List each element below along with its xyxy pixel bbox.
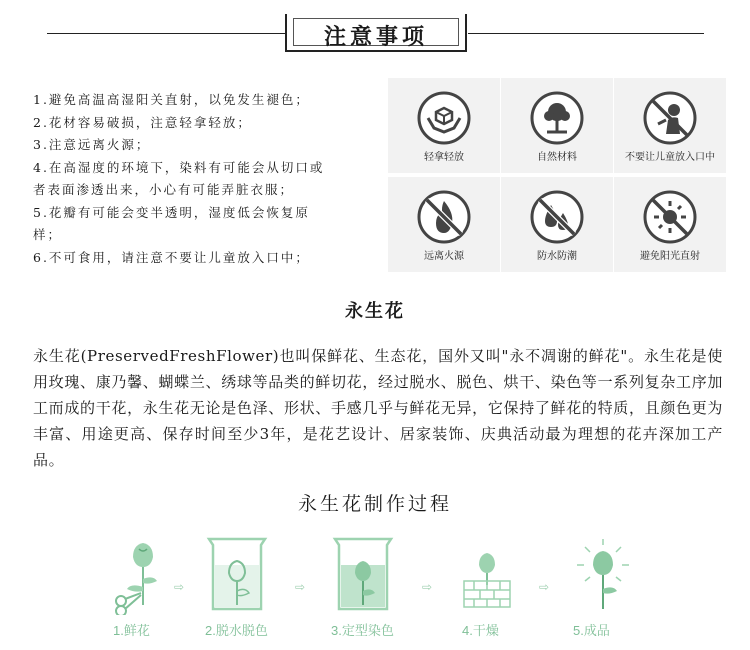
no-water-icon [529, 189, 585, 245]
icon-card-children [614, 78, 726, 173]
note-line: 者表面渗透出来，小心有可能弄脏衣服； [33, 182, 295, 197]
icon-label: 避免阳光直射 [640, 251, 700, 262]
note-line: 样； [33, 227, 63, 242]
icon-label: 不要让儿童放入口中 [625, 152, 715, 163]
step-label: 2.脱水脱色 [205, 623, 268, 638]
process-step-dye [331, 535, 421, 645]
fresh-rose-scissors-icon [113, 535, 173, 615]
process-arrow-icon: ⇨ [539, 580, 550, 594]
note-line: 4.在高湿度的环境下，染料有可能会从切口或 [33, 159, 325, 175]
section-paragraph: 永生花(PreservedFreshFlower)也叫保鲜花、生态花，国外又叫"永不凋谢的鲜花"。永生花是使用玫瑰、康乃馨、蝴蝶兰、绣球等品类的鲜切花，经过脱水、脱色、烘干、染色等一系列复杂工序加工而成的干花，永生花无论是色泽、形状、手感几乎与鲜花无异，它保持了鲜花的特质，且颜色更为丰富、用途更高、保存时间至少3年，是花艺设计、居家装饰、庆典活动最为理想的花卉深加工产品。 [33, 347, 723, 469]
note-line: 2.花材容易破损，注意轻拿轻放； [33, 114, 252, 130]
section-title: 永生花 [345, 301, 405, 322]
icon-label: 防水防潮 [537, 251, 577, 262]
process-title: 永生花制作过程 [297, 493, 452, 515]
process-step-fresh [113, 535, 203, 645]
process-step-dehydrate [205, 535, 295, 645]
step-label: 3.定型染色 [331, 623, 394, 638]
finished-rose-icon [573, 535, 633, 615]
icon-label: 自然材料 [537, 152, 577, 163]
process-step-finished [573, 535, 663, 645]
icon-card-natural [501, 78, 613, 173]
note-line: 1.避免高温高湿阳关直射，以免发生褪色； [33, 92, 310, 107]
icon-card-handle [388, 78, 500, 173]
icon-card-fire [388, 177, 500, 272]
no-children-icon [642, 90, 698, 146]
step-label: 1.鲜花 [113, 623, 150, 638]
icon-label: 轻拿轻放 [424, 152, 464, 163]
process-arrow-icon: ⇨ [295, 580, 306, 594]
care-notes [33, 89, 363, 269]
beaker-rose-icon [205, 535, 269, 619]
note-line: 6.不可食用，请注意不要让儿童放入口中； [33, 249, 310, 265]
handle-with-care-icon [416, 90, 472, 146]
header-rule-left [47, 33, 285, 34]
page-title: 注意事项 [323, 24, 428, 50]
note-line: 3.注意远离火源； [33, 137, 151, 152]
step-label: 4.干燥 [462, 623, 499, 638]
step-label: 5.成品 [573, 623, 610, 638]
process-arrow-icon: ⇨ [422, 580, 433, 594]
process-arrow-icon: ⇨ [174, 580, 185, 594]
icon-label: 远离火源 [424, 251, 464, 262]
no-fire-icon [416, 189, 472, 245]
icon-card-water [501, 177, 613, 272]
beaker-dyed-rose-icon [331, 535, 395, 619]
header-frame [285, 14, 467, 52]
icon-card-sun [614, 177, 726, 272]
drying-rose-icon [462, 535, 512, 615]
no-sun-icon [642, 189, 698, 245]
natural-tree-icon [529, 90, 585, 146]
note-line: 5.花瓣有可能会变半透明，湿度低会恢复原 [33, 204, 310, 220]
header-rule-right [468, 33, 704, 34]
